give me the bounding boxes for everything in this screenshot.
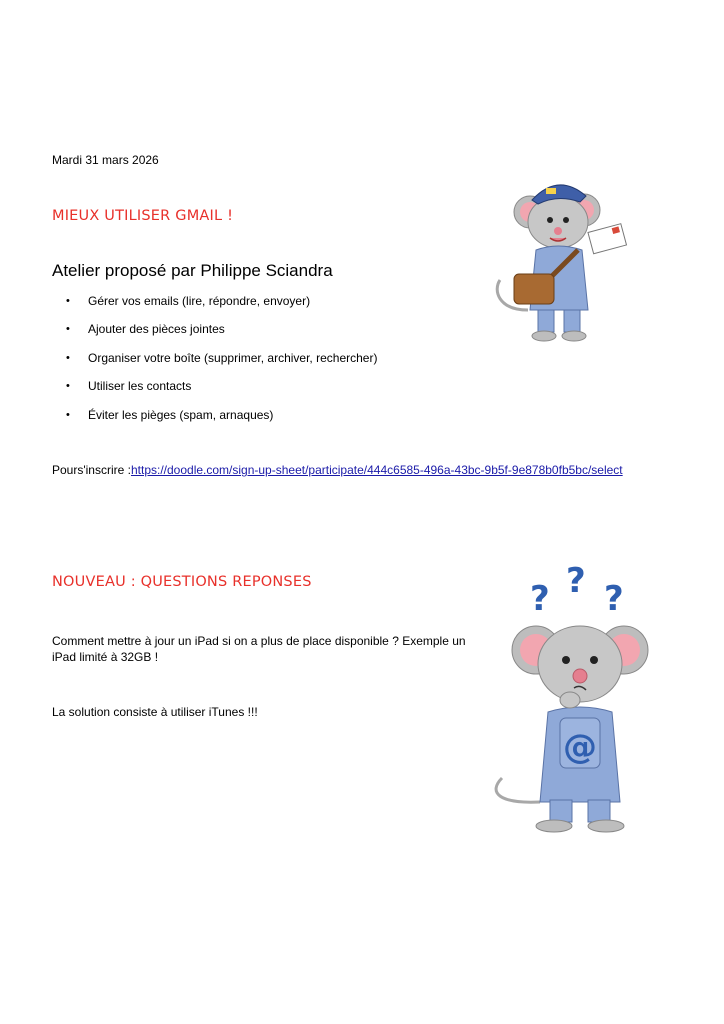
section-heading-questions: NOUVEAU : QUESTIONS REPONSES [52,574,312,590]
signup-link[interactable]: https://doodle.com/sign-up-sheet/participate/444c6585-496a-43bc-9b5f-9e878b0fb5bc/select [130,463,623,477]
list-item: • Ajouter des pièces jointes [66,322,225,337]
at-sign-icon: @ [563,727,597,767]
list-item: • Utiliser les contacts [66,379,192,394]
question-text: Comment mettre à jour un iPad si on a plus de place disponible ? Exemple un iPad limité à 32GB ! [52,634,466,664]
list-item: • Organiser votre boîte (supprimer, archiver, rechercher) [66,350,378,365]
bullet-icon: • [66,323,70,336]
workshop-subtitle: Atelier proposé par Philippe Sciandra [52,261,333,280]
puzzled-mouse-illustration [478,552,678,852]
bullet-icon: • [66,295,70,307]
signup-line [52,463,623,477]
list-item: • Éviter les pièges (spam, arnaques) [66,407,274,422]
bullet-icon: • [66,380,70,393]
bullet-icon: • [66,351,70,364]
topics-list [66,294,377,436]
signup-prefix: Pours'inscrire : [52,463,131,477]
section-heading-gmail: MIEUX UTILISER GMAIL ! [52,208,234,224]
bullet-icon: • [66,408,70,421]
date-line: Mardi 31 mars 2026 [52,153,159,167]
question-mark-icon: ? [604,579,624,619]
question-mark-icon: ? [530,579,550,619]
answer-text: La solution consiste à utiliser iTunes !!! [52,705,258,719]
postman-mouse-illustration [488,150,634,360]
list-item: • Gérer vos emails (lire, répondre, envoyer) [66,294,311,308]
question-mark-icon: ? [566,561,586,601]
